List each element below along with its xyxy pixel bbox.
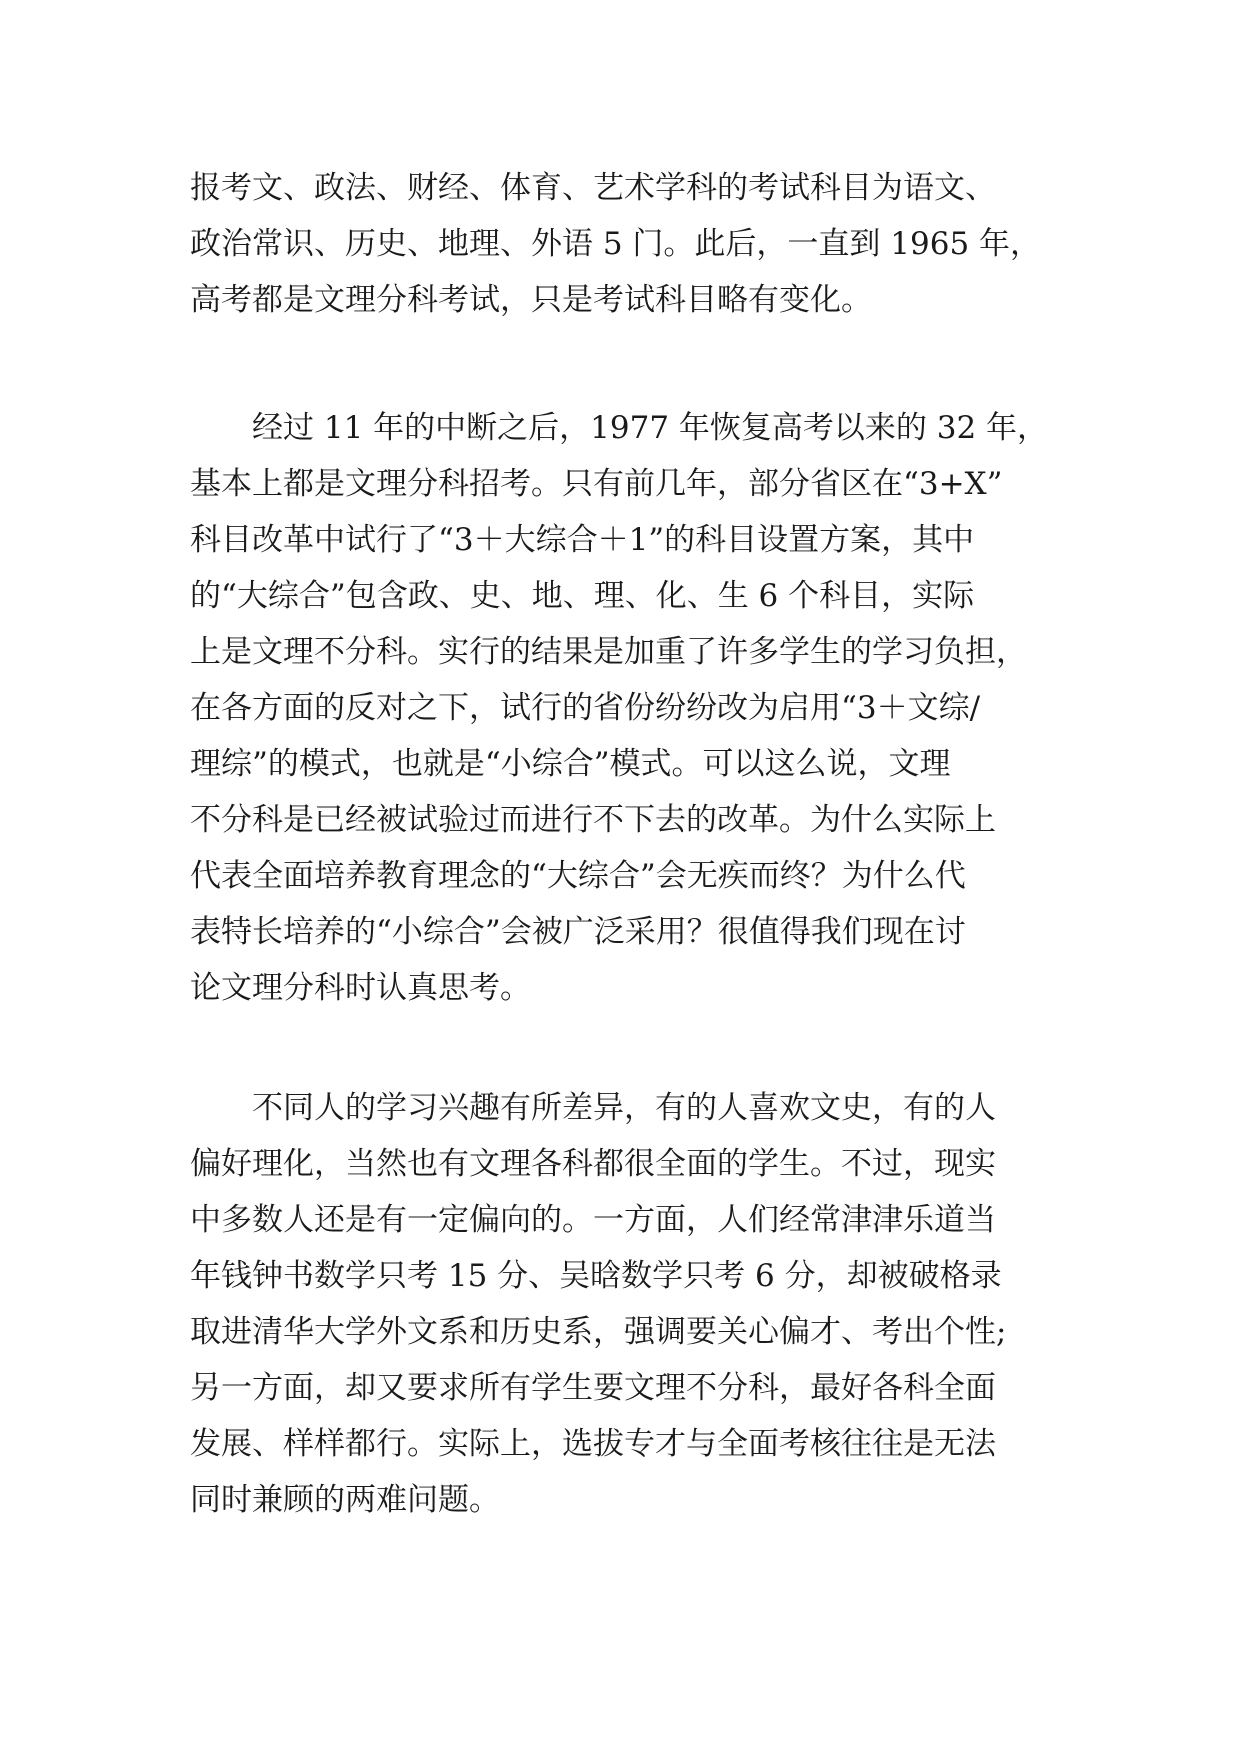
paragraph-line: 在各方面的反对之下，试行的省份纷纷改为启用“3＋文综/ [190,690,981,726]
paragraph-line: 代表全面培养教育理念的“大综合”会无疾而终？为什么代 [190,858,966,894]
paragraph-line: 表特长培养的“小综合”会被广泛采用？很值得我们现在讨 [190,914,966,950]
paragraph-line: 理综”的模式，也就是“小综合”模式。可以这么说，文理 [190,746,951,782]
paragraph-line: 上是文理不分科。实行的结果是加重了许多学生的学习负担， [190,634,1027,670]
paragraph-line: 政治常识、历史、地理、外语 5 门。此后，一直到 1965 年， [190,226,1042,262]
paragraph-line: 另一方面，却又要求所有学生要文理不分科，最好各科全面 [190,1370,996,1406]
paragraph-3 [190,1080,1050,1528]
paragraph-line: 取进清华大学外文系和历史系，强调要关心偏才、考出个性; [190,1314,1007,1350]
paragraph-line: 报考文、政法、财经、体育、艺术学科的考试科目为语文、 [190,170,996,206]
paragraph-line: 中多数人还是有一定偏向的。一方面，人们经常津津乐道当 [190,1202,996,1238]
paragraph-line: 科目改革中试行了“3＋大综合＋1”的科目设置方案，其中 [190,522,975,558]
paragraph-2 [190,400,1050,1016]
paragraph-line: 的“大综合”包含政、史、地、理、化、生 6 个科目，实际 [190,578,975,614]
paragraph-line: 发展、样样都行。实际上，选拔专才与全面考核往往是无法 [190,1426,996,1462]
paragraph-line: 年钱钟书数学只考 15 分、吴晗数学只考 6 分，却被破格录 [190,1258,1002,1294]
paragraph-line: 基本上都是文理分科招考。只有前几年，部分省区在“3+X” [190,466,1003,502]
paragraph-line: 经过 11 年的中断之后，1977 年恢复高考以来的 32 年， [252,410,1049,446]
paragraph-line: 不同人的学习兴趣有所差异，有的人喜欢文史，有的人 [252,1090,996,1126]
paragraph-line: 论文理分科时认真思考。 [190,970,531,1006]
paragraph-1 [190,160,1050,328]
paragraph-line: 不分科是已经被试验过而进行不下去的改革。为什么实际上 [190,802,996,838]
paragraph-line: 同时兼顾的两难问题。 [190,1482,500,1518]
paragraph-line: 高考都是文理分科考试，只是考试科目略有变化。 [190,282,872,318]
paragraph-line: 偏好理化，当然也有文理各科都很全面的学生。不过，现实 [190,1146,996,1182]
